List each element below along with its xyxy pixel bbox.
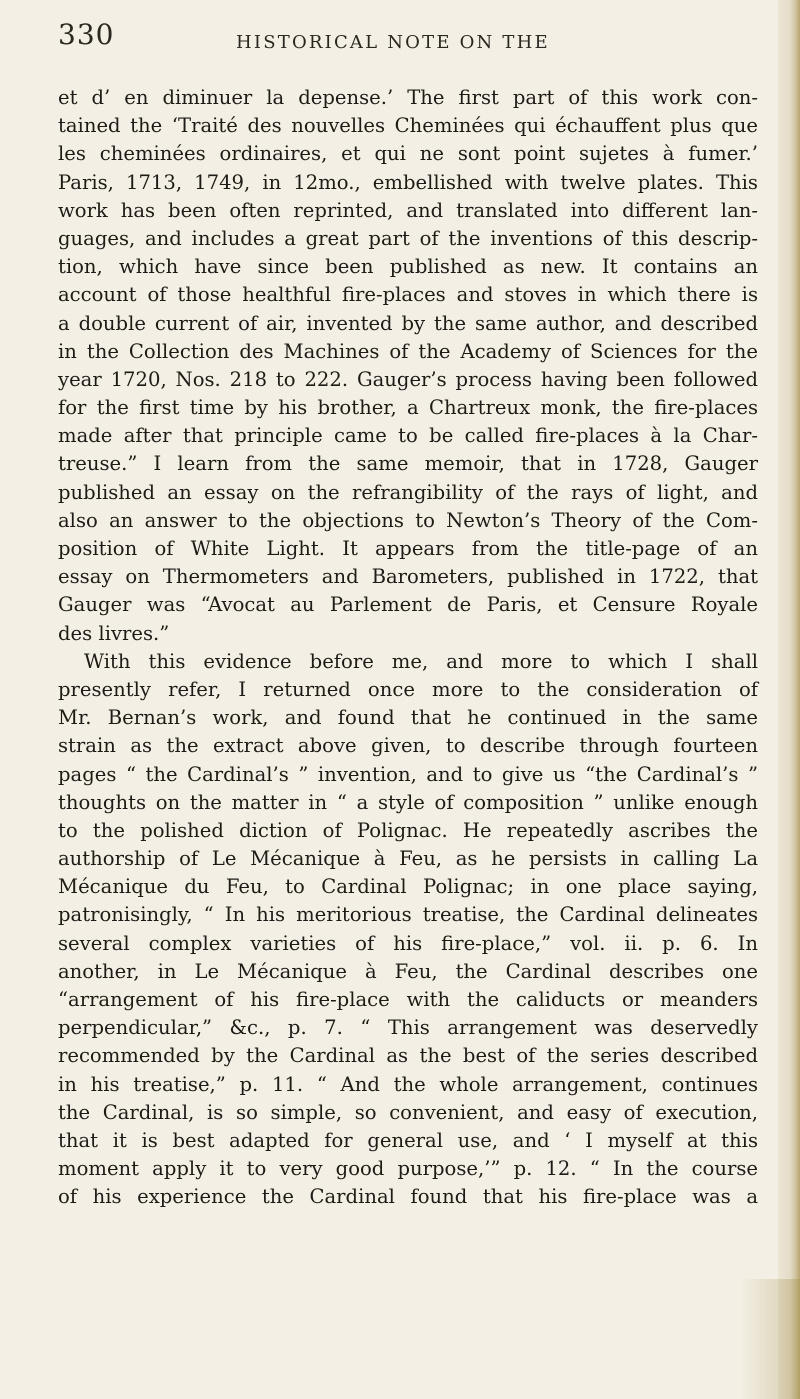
text-line: the Cardinal, is so simple, so convenient, and easy of execution, bbox=[58, 1100, 758, 1124]
page-corner-shading bbox=[740, 1279, 800, 1399]
text-line: les cheminées ordinaires, et qui ne sont point sujetes à fumer.’ bbox=[58, 142, 758, 166]
text-line: of his experience the Cardinal found that his fire-place was a bbox=[58, 1185, 758, 1209]
text-line: account of those healthful fire-places and stoves in which there is bbox=[58, 283, 758, 307]
text-line: in the Collection des Machines of the Academy of Sciences for the bbox=[58, 339, 758, 363]
text-line: that it is best adapted for general use, and ‘ I myself at this bbox=[58, 1128, 758, 1152]
text-line: published an essay on the refrangibility of the rays of light, and bbox=[58, 480, 758, 504]
text-line: recommended by the Cardinal as the best of the series described bbox=[58, 1044, 758, 1068]
text-line: also an answer to the objections to Newton’s Theory of the Com- bbox=[58, 508, 758, 532]
text-line: for the first time by his brother, a Chartreux monk, the fire-places bbox=[58, 396, 758, 420]
text-line: in his treatise,” p. 11. “ And the whole arrangement, continues bbox=[58, 1072, 758, 1096]
text-line: work has been often reprinted, and translated into different lan- bbox=[58, 198, 758, 222]
text-line: essay on Thermometers and Barometers, published in 1722, that bbox=[58, 565, 758, 589]
text-line: pages “ the Cardinal’s ” invention, and to give us “the Cardinal’s ” bbox=[58, 762, 758, 786]
body-text bbox=[58, 84, 758, 1212]
text-line: year 1720, Nos. 218 to 222. Gauger’s process having been followed bbox=[58, 367, 758, 391]
text-line: et d’ en diminuer la depense.’ The first part of this work con- bbox=[58, 86, 758, 109]
text-line: perpendicular,” &c., p. 7. “ This arrangement was deservedly bbox=[58, 1016, 758, 1040]
text-line: position of White Light. It appears from the title-page of an bbox=[58, 537, 758, 560]
page-edge-shading bbox=[778, 0, 800, 1399]
text-line: strain as the extract above given, to describe through fourteen bbox=[58, 734, 758, 758]
text-line: a double current of air, invented by the same author, and described bbox=[58, 311, 758, 335]
text-line: Paris, 1713, 1749, in 12mo., embellished with twelve plates. This bbox=[58, 170, 758, 194]
text-line: treuse.” I learn from the same memoir, that in 1728, Gauger bbox=[58, 452, 758, 476]
text-line: moment apply it to very good purpose,’” p. 12. “ In the course bbox=[58, 1157, 758, 1181]
text-line: guages, and includes a great part of the inventions of this descrip- bbox=[58, 226, 758, 250]
text-line: several complex varieties of his fire-place,” vol. ii. p. 6. In bbox=[58, 931, 758, 955]
text-line: “arrangement of his fire-place with the caliducts or meanders bbox=[58, 988, 758, 1011]
text-line: tion, which have since been published as new. It contains an bbox=[58, 255, 758, 279]
text-line-paragraph-start: With this evidence before me, and more to which I shall bbox=[84, 649, 758, 673]
text-line: to the polished diction of Polignac. He repeatedly ascribes the bbox=[58, 818, 758, 842]
text-line: presently refer, I returned once more to the consideration of bbox=[58, 677, 758, 701]
text-line: authorship of Le Mécanique à Feu, as he persists in calling La bbox=[58, 847, 758, 871]
page-number: 330 bbox=[58, 18, 115, 51]
text-line: tained the ‘Traité des nouvelles Cheminées qui échauffent plus que bbox=[58, 114, 758, 138]
page-header bbox=[0, 18, 800, 58]
text-line: Gauger was “Avocat au Parlement de Paris, et Censure Royale bbox=[58, 593, 758, 617]
text-line: another, in Le Mécanique à Feu, the Cardinal describes one bbox=[58, 959, 758, 983]
running-head: HISTORICAL NOTE ON THE bbox=[236, 32, 550, 53]
text-line-paragraph-end: des livres.” bbox=[58, 621, 170, 645]
text-line: Mécanique du Feu, to Cardinal Polignac; in one place saying, bbox=[58, 875, 758, 899]
text-line: Mr. Bernan’s work, and found that he continued in the same bbox=[58, 706, 758, 730]
text-line: made after that principle came to be called fire-places à la Char- bbox=[58, 424, 758, 448]
text-line: patronisingly, “ In his meritorious treatise, the Cardinal delineates bbox=[58, 903, 758, 927]
text-line: thoughts on the matter in “ a style of composition ” unlike enough bbox=[58, 790, 758, 814]
